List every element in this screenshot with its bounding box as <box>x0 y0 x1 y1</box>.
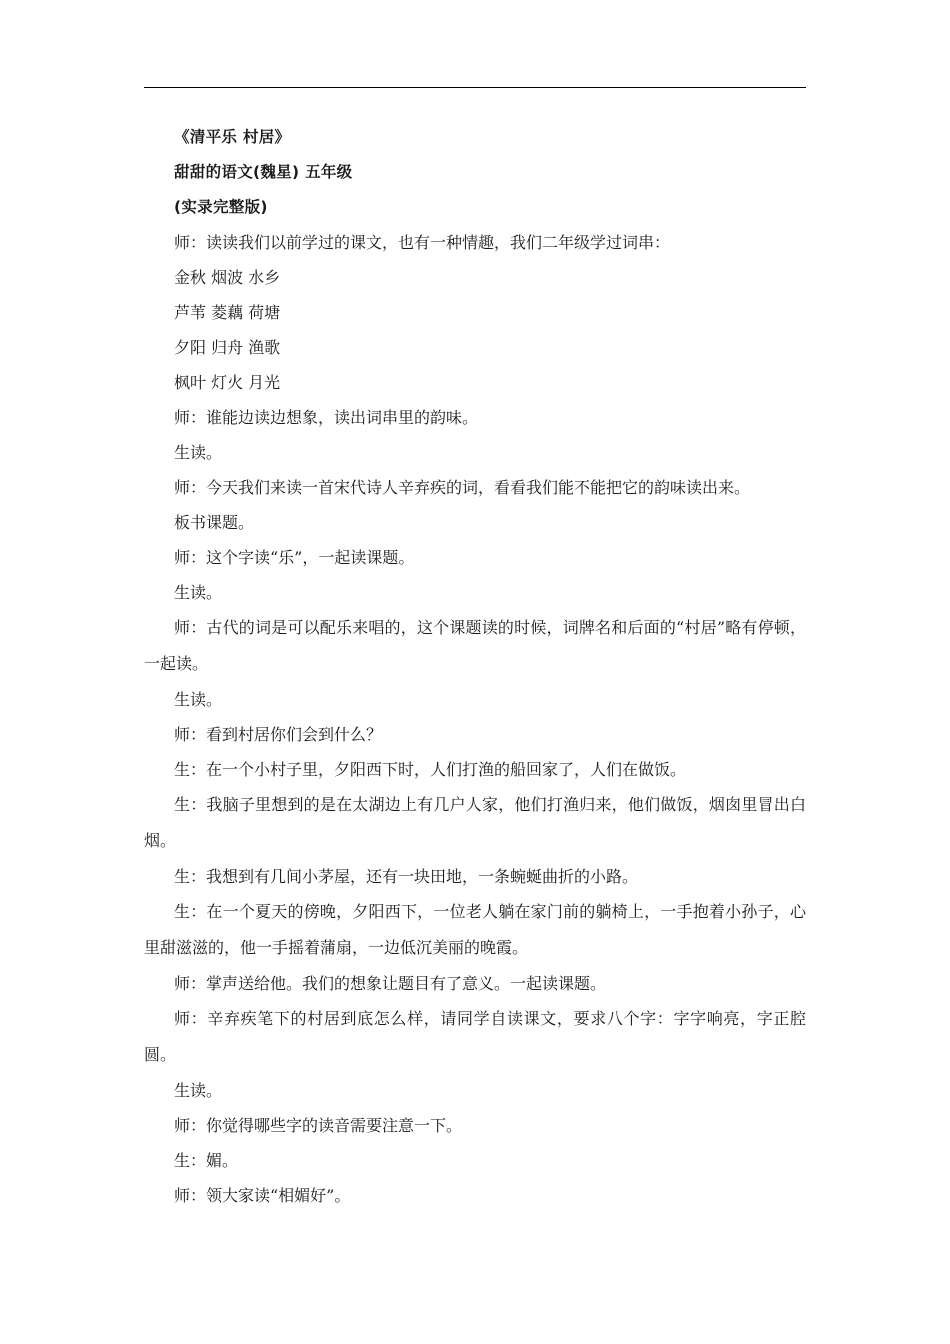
paragraph: 生读。 <box>174 1081 223 1100</box>
paragraph: 生读。 <box>174 443 223 462</box>
header-rule <box>144 87 806 88</box>
word-string: 枫叶 灯火 月光 <box>174 373 281 392</box>
document-subtitle: 甜甜的语文(魏星) 五年级 <box>174 163 353 181</box>
paragraph: 师：今天我们来读一首宋代诗人辛弃疾的词，看看我们能不能把它的韵味读出来。 <box>174 478 751 497</box>
paragraph: 师：读读我们以前学过的课文，也有一种情趣，我们二年级学过词串： <box>174 233 671 252</box>
document-body <box>144 120 806 1213</box>
word-string: 金秋 烟波 水乡 <box>174 268 281 287</box>
paragraph: 师：看到村居你们会到什么？ <box>174 725 383 744</box>
paragraph: 生：在一个夏天的傍晚，夕阳西下，一位老人躺在家门前的躺椅上，一手抱着小孙子，心里甜滋滋的，他一手摇着蒲扇，一边低沉美丽的晚霞。 <box>144 902 806 957</box>
paragraph: 师：辛弃疾笔下的村居到底怎么样，请同学自读课文，要求八个字：字字响亮，字正腔圆。 <box>144 1009 806 1064</box>
paragraph: 生：在一个小村子里，夕阳西下时，人们打渔的船回家了，人们在做饭。 <box>174 760 687 779</box>
paragraph: 师：这个字读“乐”，一起读课题。 <box>174 548 415 567</box>
paragraph: 生：我脑子里想到的是在太湖边上有几户人家，他们打渔归来，他们做饭，烟囱里冒出白烟。 <box>144 795 806 850</box>
document-title: 《清平乐 村居》 <box>174 128 291 146</box>
paragraph: 生：我想到有几间小茅屋，还有一块田地，一条蜿蜒曲折的小路。 <box>174 867 639 886</box>
word-string: 芦苇 菱藕 荷塘 <box>174 303 281 322</box>
paragraph: 师：你觉得哪些字的读音需要注意一下。 <box>174 1116 463 1135</box>
paragraph: 师：领大家读“相媚好”。 <box>174 1186 351 1205</box>
paragraph: 师：谁能边读边想象，读出词串里的韵味。 <box>174 408 479 427</box>
paragraph: 师：古代的词是可以配乐来唱的，这个课题读的时候，词牌名和后面的“村居”略有停顿，一起读。 <box>144 618 806 673</box>
word-string: 夕阳 归舟 渔歌 <box>174 338 281 357</box>
paragraph: 板书课题。 <box>174 513 255 532</box>
paragraph: 师：掌声送给他。我们的想象让题目有了意义。一起读课题。 <box>174 974 607 993</box>
document-edition: (实录完整版) <box>174 198 268 216</box>
paragraph: 生：媚。 <box>174 1151 239 1170</box>
paragraph: 生读。 <box>174 690 223 709</box>
paragraph: 生读。 <box>174 583 223 602</box>
